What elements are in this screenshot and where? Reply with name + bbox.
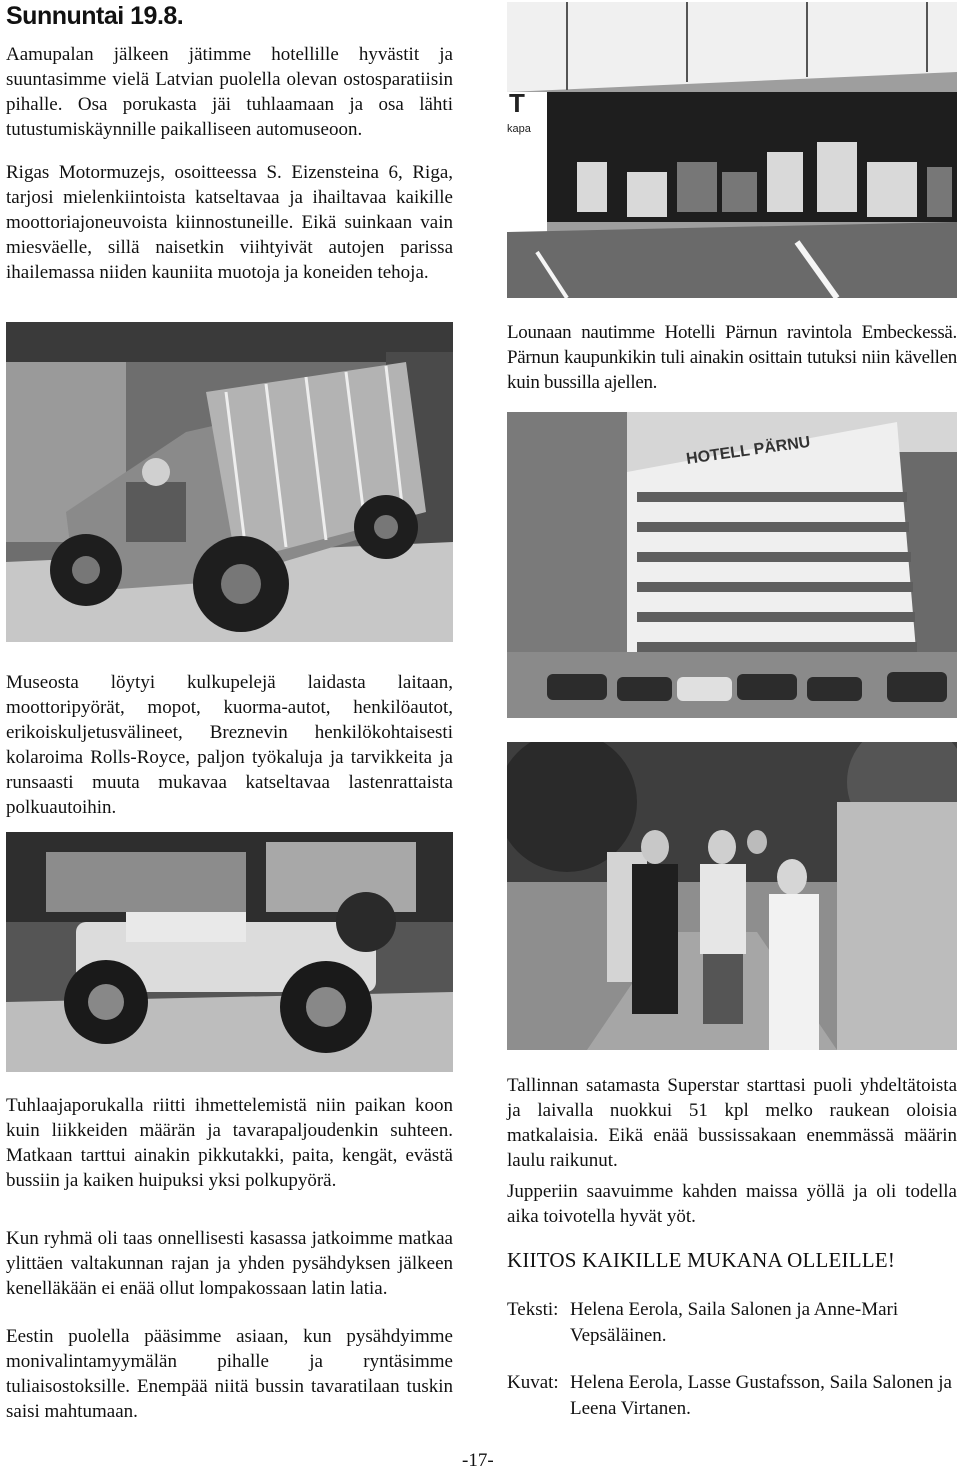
photo-vintage-racecar [6, 832, 453, 1072]
credits-text [507, 1297, 960, 1357]
thanks-line: KIITOS KAIKILLE MUKANA OLLEILLE! [507, 1248, 896, 1272]
credits-text-authors: Helena Eerola, Saila Salonen ja Anne-Mari Vepsäläinen. [570, 1299, 899, 1346]
section-heading: Sunnuntai 19.8. [6, 2, 184, 30]
credits-text-label: Teksti: [507, 1299, 559, 1320]
paragraph-shopping: Tuhlaajaporukalla riitti ihmettelemistä niin paikan koon kuin liikkeiden määrän ja tavarapaljoudenkin suhteen. Matkaan tarttui ainakin pikkutakki, paita, kengät, evästä bussiin ja kaiken huipuksi yksi polkupyörä. [6, 1095, 453, 1191]
paragraph-ferry: Tallinnan satamasta Superstar starttasi puoli yhdeltätoista ja laivalla nuokkui 51 kpl melko raukean oloisia matkalaisia. Eikä enää bussissakaan enemmässä määrin laulu raikunut. [507, 1075, 957, 1171]
photo-vintage-truck [6, 322, 453, 642]
paragraph-museum: Rigas Motormuzejs, osoitteessa S. Eizensteina 6, Riga, tarjosi mielenkiintoista katseltavaa ja ihailtavaa kaikille moottoriajoneuvoista kiinnostuneille. Eikä suinkaan vain miesväelle, sillä naisetkin viihtyivät autojen parissa ihailemassa niiden kauniita muotoja ja koneiden tehoja. [6, 162, 453, 283]
photo-hotel-parnu [507, 412, 957, 718]
credits-photo-authors: Helena Eerola, Lasse Gustafsson, Saila Salonen ja Leena Virtanen. [570, 1372, 952, 1419]
photo-group-street [507, 742, 957, 1050]
credits-photo-label: Kuvat: [507, 1372, 559, 1393]
bus-sign-text: T [509, 88, 525, 118]
paragraph-morning: Aamupalan jälkeen jätimme hotellille hyvästit ja suuntasimme vielä Latvian puolella olevan ostosparatiisin pihalle. Osa porukasta jäi tuhlaamaan ja osa lähti tutustumiskäynnille paikalliseen automuseoon. [6, 44, 453, 140]
credits-photos [507, 1370, 960, 1430]
bus-sign-subtext: kapa [507, 123, 531, 135]
paragraph-border: Kun ryhmä oli taas onnellisesti kasassa jatkoimme matkaa ylittäen valtakunnan rajan ja yhden pysähdyksen jälkeen kenelläkään ei enää ollut lompakossaan latin latia. [6, 1228, 453, 1299]
hotel-sign-text: HOTELL PÄRNU [685, 433, 812, 468]
paragraph-estonia: Eestin puolella pääsimme asiaan, kun pysähdyimme monivalintamyymälän pihalle ja ryntäsimme tuliaisostoksille. Enempää niitä bussin tavaratilaan tuskin saisi mahtumaan. [6, 1326, 453, 1422]
paragraph-arrival: Jupperiin saavuimme kahden maissa yöllä ja oli todella aika toivotella hyvät yöt. [507, 1181, 957, 1227]
paragraph-lunch: Lounaan nautimme Hotelli Pärnun ravintola Embeckessä. Pärnun kaupunkikin tuli ainakin osittain tutuksi niin kävellen kuin bussilla ajellen. [507, 322, 957, 393]
paragraph-museum-contents: Museosta löytyi kulkupelejä laidasta laitaan, moottoripyörät, mopot, kuorma-autot, henkilöautot, erikoiskuljetusvälineet, Breznevin henkilökohtaisesti kolaroima Rolls-Royce, paljon työkaluja ja tarvikkeita ja runsaasti muuta mukavaa katseltavaa lastenrattaista polkuautoihin. [6, 672, 453, 818]
page-number: -17- [462, 1450, 494, 1471]
photo-bus-luggage [507, 2, 957, 298]
